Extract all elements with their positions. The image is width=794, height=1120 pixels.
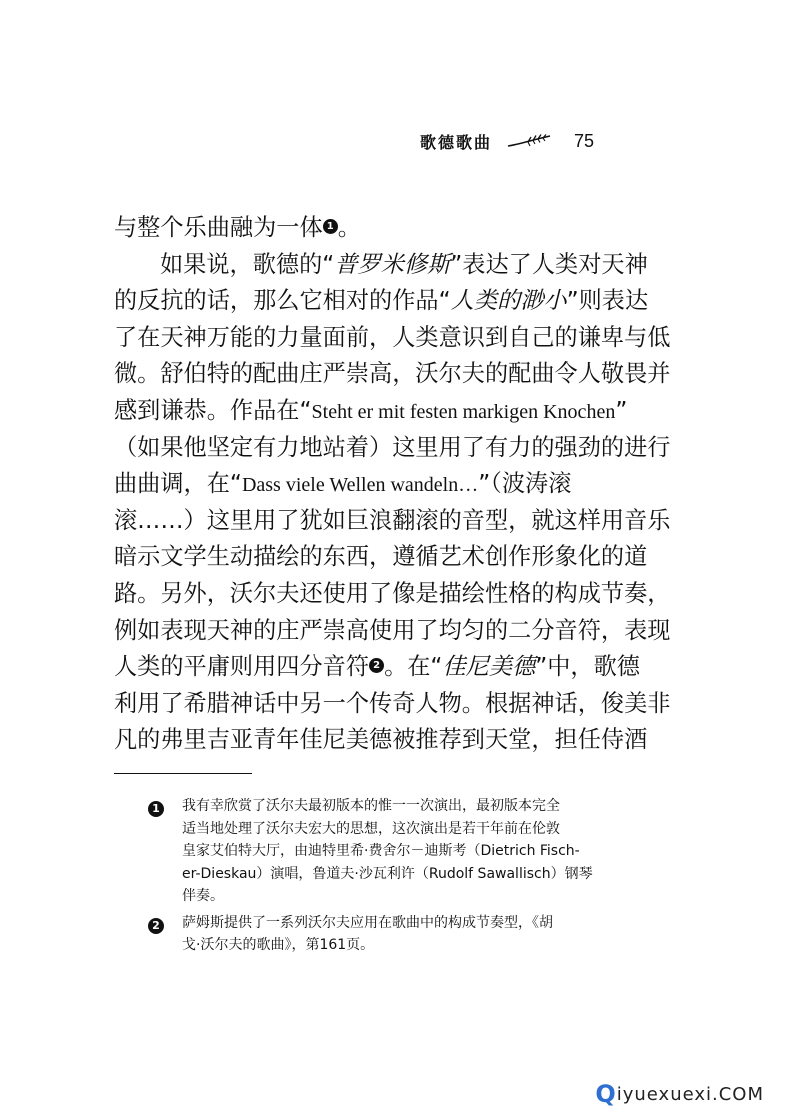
text-line: 了在天神万能的力量面前，人类意识到自己的谦卑与低 <box>114 323 671 351</box>
running-title: 歌德歌曲 <box>420 132 493 152</box>
footnote-divider <box>114 773 252 774</box>
text-line: 曲曲调，在“Dass viele Wellen wandeln…”（波涛滚 <box>114 470 572 498</box>
text-line: 的反抗的话，那么它相对的作品“人类的渺小”则表达 <box>114 287 649 315</box>
work-title: 佳尼美德 <box>442 653 536 681</box>
footnote-ref-1-icon: 1 <box>323 219 338 234</box>
text-line: （如果他坚定有力地站着）这里用了有力的强劲的进行 <box>114 433 671 461</box>
feather-ornament-icon <box>506 134 552 148</box>
text-line: 路。另外，沃尔夫还使用了像是描绘性格的构成节奏， <box>114 579 671 607</box>
text-line: 利用了希腊神话中另一个传奇人物。根据神话，俊美非 <box>114 689 671 717</box>
footnote-line: 萨姆斯提供了一系列沃尔夫应用在歌曲中的构成节奏型，《胡 <box>182 914 553 931</box>
work-title: 普罗米修斯 <box>334 250 451 278</box>
text-line: 例如表现天神的庄严崇高使用了均匀的二分音符，表现 <box>114 616 671 644</box>
footnote-marker-1-icon: 1 <box>148 801 164 817</box>
text-line: 感到谦恭。作品在“Steht er mit festen markigen Knochen” <box>114 396 628 424</box>
watermark-logo-letter: Q <box>595 1080 617 1108</box>
german-quote: Steht er mit festen markigen Knochen <box>311 400 616 423</box>
german-quote: Dass viele Wellen wandeln… <box>241 474 479 497</box>
footnote-line: 我有幸欣赏了沃尔夫最初版本的惟一一次演出，最初版本完全 <box>182 798 560 814</box>
site-watermark <box>595 1080 764 1108</box>
body-text <box>114 210 674 759</box>
watermark-text: iyuexuexi.COM <box>616 1083 764 1105</box>
footnote-1 <box>148 795 678 908</box>
footnote-line: 皇家艾伯特大厅，由迪特里希·费舍尔－迪斯考（Dietrich Fisch- <box>182 843 580 859</box>
footnote-ref-2-icon: 2 <box>369 658 384 673</box>
text-line: 暗示文学生动描绘的东西，遵循艺术创作形象化的道 <box>114 543 648 571</box>
text-line: 人类的平庸则用四分音符 2 。在“佳尼美德”中，歌德 <box>114 653 640 681</box>
footnote-line: 戈·沃尔夫的歌曲》，第161页。 <box>182 937 375 953</box>
text-line: 微。舒伯特的配曲庄严崇高，沃尔夫的配曲令人敬畏并 <box>114 360 671 388</box>
footnote-line: 伴奏。 <box>182 888 224 904</box>
text-line: 与整个乐曲融为一体 1 。 <box>114 214 361 241</box>
text-line: 如果说，歌德的“普罗米修斯”表达了人类对天神 <box>160 250 648 278</box>
page-header <box>420 128 680 154</box>
text-line: 滚……）这里用了犹如巨浪翻滚的音型，就这样用音乐 <box>114 506 671 534</box>
work-title: 人类的渺小 <box>450 287 567 315</box>
footnote-2 <box>148 912 678 957</box>
footnotes <box>148 795 678 961</box>
text-line: 凡的弗里吉亚青年佳尼美德被推荐到天堂，担任侍酒 <box>114 726 648 754</box>
footnote-line: 适当地处理了沃尔夫宏大的思想，这次演出是若干年前在伦敦 <box>182 820 560 837</box>
footnote-marker-2-icon: 2 <box>148 918 164 934</box>
footnote-line: er-Dieskau）演唱，鲁道夫·沙瓦利许（Rudolf Sawallisch）钢琴 <box>182 865 593 882</box>
page-number: 75 <box>574 130 595 151</box>
